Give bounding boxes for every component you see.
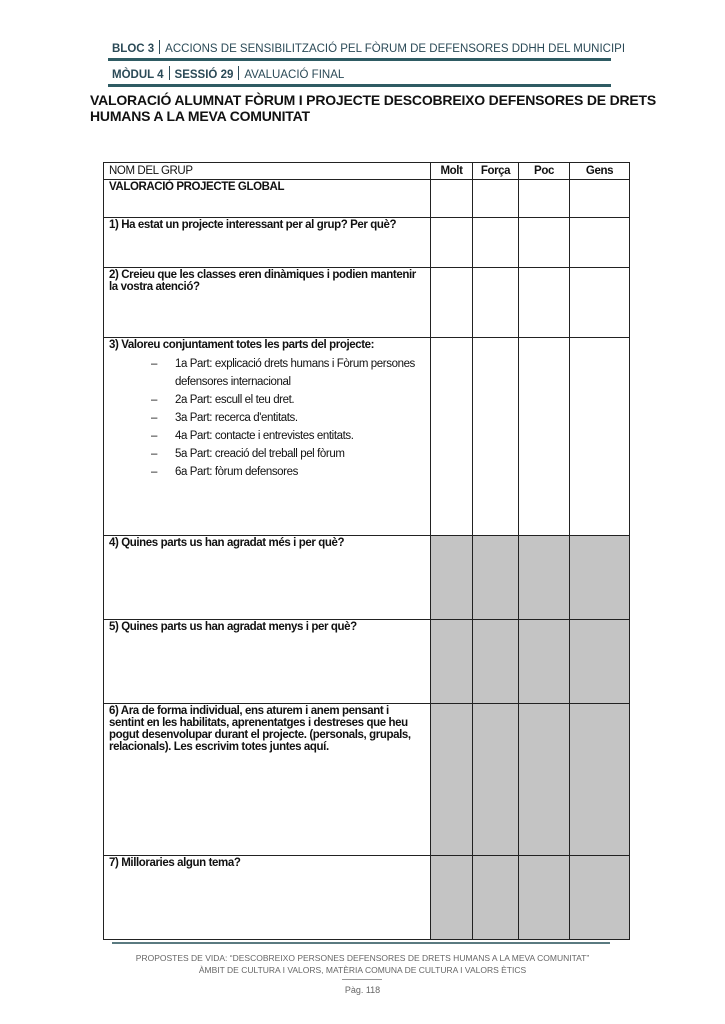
rating-cell[interactable] [431, 218, 473, 268]
list-item: – 6a Part: fòrum defensores [151, 466, 298, 478]
rating-cell[interactable] [519, 218, 570, 268]
shaded-cell [473, 704, 519, 856]
question-3-text: 3) Valoreu conjuntament totes les parts del projecte: [109, 339, 375, 351]
header-separator [238, 66, 239, 80]
shaded-cell [519, 620, 570, 704]
rating-cell[interactable] [570, 338, 630, 536]
rating-cell[interactable] [473, 218, 519, 268]
shaded-cell [519, 856, 570, 940]
bloc-label: BLOC 3 [112, 43, 155, 55]
rating-cell[interactable] [570, 268, 630, 338]
group-name-header: NOM DEL GRUP [104, 163, 431, 180]
shaded-cell [473, 856, 519, 940]
rating-cell[interactable] [473, 338, 519, 536]
footer-rule [112, 942, 610, 944]
list-item: – 1a Part: explicació drets humans i Fòrum persones defensores internacional [151, 358, 415, 388]
section-label: VALORACIÓ PROJECTE GLOBAL [104, 180, 431, 218]
column-header-forca: Força [473, 163, 519, 180]
rating-cell[interactable] [431, 338, 473, 536]
list-item: – 4a Part: contacte i entrevistes entitats. [151, 430, 354, 442]
rating-cell[interactable] [431, 180, 473, 218]
list-item: – 2a Part: escull el teu dret. [151, 394, 295, 406]
list-item: – 5a Part: creació del treball pel fòrum [151, 448, 345, 460]
rating-cell[interactable] [570, 180, 630, 218]
header-session-line [112, 66, 344, 81]
page-number: Pàg. 118 [344, 985, 381, 995]
shaded-cell [519, 704, 570, 856]
header-separator [159, 40, 160, 54]
sessio-label: SESSIÓ 29 [174, 69, 234, 81]
shaded-cell [570, 704, 630, 856]
table-row [104, 338, 630, 536]
footer-line-1: PROPOSTES DE VIDA: “DESCOBREIXO PERSONES DEFENSORES DE DRETS HUMANS A LA MEVA COMUNITAT” [135, 953, 590, 963]
bloc-title: ACCIONS DE SENSIBILITZACIÓ PEL FÒRUM DE DEFENSORES DDHH DEL MUNICIPI [165, 43, 626, 55]
table-row [104, 536, 630, 620]
question-1: 1) Ha estat un projecte interessant per al grup? Per què? [104, 218, 431, 268]
question-6: 6) Ara de forma individual, ens aturem i anem pensant i sentint en les habilitats, aprenentatges i destreses que heu pogut desenvolupar durant el projecte. (personals, grupals, relacionals). Les escrivim totes juntes aquí. [104, 704, 431, 856]
evaluation-table [103, 162, 630, 940]
rating-cell[interactable] [570, 218, 630, 268]
project-parts-list [151, 355, 425, 481]
modul-label: MÒDUL 4 [112, 69, 164, 81]
question-2: 2) Creieu que les classes eren dinàmiques i podien mantenir la vostra atenció? [104, 268, 431, 338]
rating-cell[interactable] [473, 180, 519, 218]
header-separator [169, 66, 170, 80]
shaded-cell [431, 536, 473, 620]
rating-cell[interactable] [519, 338, 570, 536]
header-rule-bottom [108, 84, 611, 87]
table-header-row [104, 163, 630, 180]
header-bloc-line [112, 40, 625, 55]
footer-line-2: ÀMBIT DE CULTURA I VALORS, MATÈRIA COMUNA DE CULTURA I VALORS ÈTICS [198, 965, 527, 975]
page-title: VALORACIÓ ALUMNAT FÒRUM I PROJECTE DESCOBREIXO DEFENSORES DE DRETS HUMANS A LA MEVA COMUNITAT [90, 92, 657, 124]
list-item: – 3a Part: recerca d'entitats. [151, 412, 298, 424]
shaded-cell [570, 856, 630, 940]
shaded-cell [473, 536, 519, 620]
rating-cell[interactable] [473, 268, 519, 338]
table-row [104, 704, 630, 856]
column-header-molt: Molt [431, 163, 473, 180]
column-header-gens: Gens [570, 163, 630, 180]
header-rule-top [108, 58, 611, 61]
shaded-cell [570, 536, 630, 620]
question-7: 7) Milloraries algun tema? [104, 856, 431, 940]
question-5: 5) Quines parts us han agradat menys i per què? [104, 620, 431, 704]
table-row [104, 620, 630, 704]
shaded-cell [519, 536, 570, 620]
shaded-cell [431, 856, 473, 940]
shaded-cell [473, 620, 519, 704]
column-header-poc: Poc [519, 163, 570, 180]
footer-divider [342, 979, 382, 980]
shaded-cell [431, 704, 473, 856]
rating-cell[interactable] [519, 180, 570, 218]
question-3 [104, 338, 431, 536]
table-row [104, 856, 630, 940]
table-row [104, 268, 630, 338]
table-row [104, 218, 630, 268]
question-4: 4) Quines parts us han agradat més i per què? [104, 536, 431, 620]
sessio-title: AVALUACIÓ FINAL [244, 69, 345, 81]
shaded-cell [570, 620, 630, 704]
shaded-cell [431, 620, 473, 704]
table-row [104, 180, 630, 218]
rating-cell[interactable] [519, 268, 570, 338]
rating-cell[interactable] [431, 268, 473, 338]
